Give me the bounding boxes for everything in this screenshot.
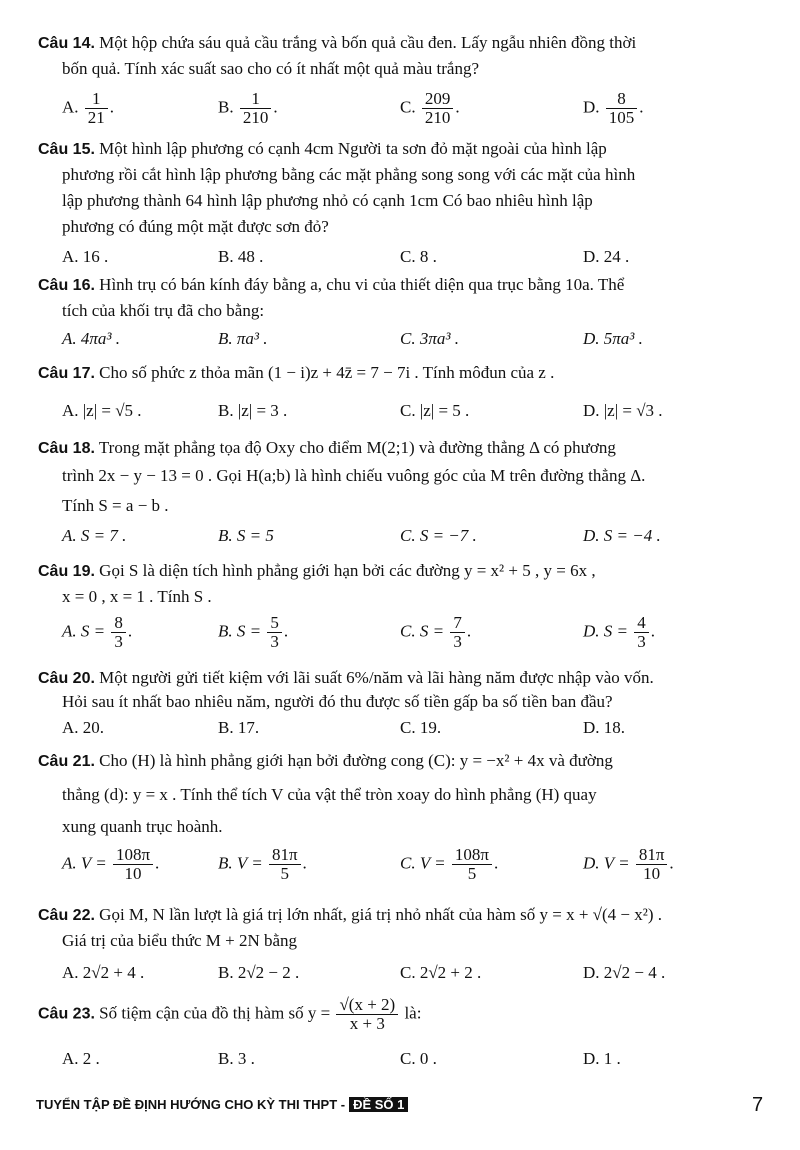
- question-number: Câu 19.: [38, 563, 95, 580]
- fraction: $\frac{5}{3}$: [267, 614, 282, 651]
- option-b: B. 2√2 − 2 .: [218, 963, 300, 982]
- option-a: A. S = $\frac{8}{3}$ .: [62, 613, 133, 651]
- option-a: A. 4πa³ .: [62, 329, 120, 348]
- question-number: Câu 15.: [38, 141, 95, 158]
- question-number: Câu 22.: [38, 907, 95, 924]
- option-c: C. 8 .: [400, 247, 437, 266]
- option-a: A. S = 7 .: [62, 526, 127, 545]
- question-text: xung quanh trục hoành.: [62, 817, 223, 836]
- option-a: A. |z| = √5 .: [62, 401, 142, 420]
- question-text: phương rồi cắt hình lập phương bằng các mặt phẳng song song với các mặt của hình: [62, 165, 636, 184]
- fraction: $\frac{7}{3}$: [450, 614, 465, 651]
- question-number: Câu 14.: [38, 35, 95, 52]
- question-text: Hỏi sau ít nhất bao nhiêu năm, người đó thu được số tiền gấp ba số tiền ban đầu?: [62, 692, 613, 711]
- page-number: 7: [752, 1094, 764, 1116]
- option-c: C. S = $\frac{7}{3}$ .: [400, 613, 472, 651]
- fraction: $\frac{81\pi}{10}$: [636, 846, 668, 883]
- option-b: B. S = 5: [218, 526, 274, 545]
- option-c: C. S = −7 .: [400, 526, 477, 545]
- option-b: B. $\frac{1}{210}$ .: [218, 89, 278, 127]
- fraction: $\frac{√(x + 2)}{x + 3}$: [336, 996, 398, 1033]
- option-b: B. S = $\frac{5}{3}$ .: [218, 613, 289, 651]
- fraction: $\frac{108\pi}{10}$: [113, 846, 153, 883]
- option-d: D. 1 .: [583, 1049, 621, 1068]
- question-text: Tính S = a − b .: [62, 496, 169, 515]
- exam-badge: ĐỀ SỐ 1: [349, 1097, 408, 1112]
- question-text: Gọi S là diện tích hình phẳng giới hạn bởi các đường y = x² + 5 , y = 6x ,: [99, 561, 596, 580]
- question-number: Câu 20.: [38, 670, 95, 687]
- option-b: B. 48 .: [218, 247, 264, 266]
- option-c: C. 0 .: [400, 1049, 437, 1068]
- option-d: D. 2√2 − 4 .: [583, 963, 666, 982]
- option-d: D. 24 .: [583, 247, 630, 266]
- option-a: A. 2 .: [62, 1049, 100, 1068]
- option-c: C. 3πa³ .: [400, 329, 459, 348]
- fraction: $\frac{8}{105}$: [606, 90, 638, 127]
- question-text: Gọi M, N lần lượt là giá trị lớn nhất, giá trị nhỏ nhất của hàm số y = x + √(4 − x²) .: [99, 905, 662, 924]
- question-number: Câu 17.: [38, 365, 95, 382]
- option-a: A. V = $\frac{108\pi}{10}$ .: [62, 845, 160, 883]
- fraction: $\frac{8}{3}$: [111, 614, 126, 651]
- question-text: phương có đúng một mặt được sơn đỏ?: [62, 217, 329, 236]
- option-d: D. 18.: [583, 718, 626, 737]
- question-text: bốn quả. Tính xác suất sao cho có ít nhất một quả màu trắng?: [62, 59, 480, 78]
- footer-title: TUYỂN TẬP ĐỀ ĐỊNH HƯỚNG CHO KỲ THI THPT -: [36, 1097, 346, 1112]
- option-b: B. 3 .: [218, 1049, 255, 1068]
- option-b: B. πa³ .: [218, 329, 268, 348]
- fraction: $\frac{81\pi}{5}$: [269, 846, 301, 883]
- option-a: A. 2√2 + 4 .: [62, 963, 145, 982]
- question-text: Một người gửi tiết kiệm với lãi suất 6%/năm và lãi hàng năm được nhập vào vốn.: [99, 668, 654, 687]
- question-number: Câu 23.: [38, 1005, 95, 1023]
- question-text: trình 2x − y − 13 = 0 . Gọi H(a;b) là hình chiếu vuông góc của M trên đường thẳng Δ.: [62, 466, 646, 485]
- question-text: Cho số phức z thỏa mãn (1 − i)z + 4z̄ = 7 − 7i . Tính môđun của z .: [99, 363, 555, 382]
- option-a: A. $\frac{1}{21}$ .: [62, 89, 115, 127]
- question-text: Hình trụ có bán kính đáy bằng a, chu vi của thiết diện qua trục bằng 10a. Thể: [99, 275, 625, 294]
- page-footer: [36, 1097, 408, 1112]
- option-c: C. |z| = 5 .: [400, 401, 470, 420]
- question-text: Cho (H) là hình phẳng giới hạn bởi đường cong (C): y = −x² + 4x và đường: [99, 751, 613, 770]
- question-text: tích của khối trụ đã cho bằng:: [62, 301, 265, 320]
- question-text: Một hộp chứa sáu quả cầu trắng và bốn quả cầu đen. Lấy ngẫu nhiên đồng thời: [99, 33, 637, 52]
- question-text: Một hình lập phương có cạnh 4cm Người ta sơn đỏ mặt ngoài của hình lập: [99, 139, 607, 158]
- option-a: A. 20.: [62, 718, 105, 737]
- option-c: C. $\frac{209}{210}$ .: [400, 89, 460, 127]
- fraction: $\frac{4}{3}$: [634, 614, 649, 651]
- question-text: thẳng (d): y = x . Tính thể tích V của vật thể tròn xoay do hình phẳng (H) quay: [62, 785, 597, 804]
- question-text: lập phương thành 64 hình lập phương nhỏ có cạnh 1cm Có bao nhiêu hình lập: [62, 191, 593, 210]
- option-a: A. 16 .: [62, 247, 109, 266]
- option-d: D. V = $\frac{81\pi}{10}$ .: [583, 845, 674, 883]
- question-text: Giá trị của biểu thức M + 2N bằng: [62, 931, 298, 950]
- option-d: D. 5πa³ .: [583, 329, 643, 348]
- question-text: là:: [404, 1003, 422, 1023]
- option-d: D. S = $\frac{4}{3}$ .: [583, 613, 655, 651]
- option-d: D. $\frac{8}{105}$ .: [583, 89, 644, 127]
- question-text: x = 0 , x = 1 . Tính S .: [62, 587, 212, 606]
- question-number: Câu 21.: [38, 753, 95, 770]
- option-b: B. V = $\frac{81\pi}{5}$ .: [218, 845, 307, 883]
- option-d: D. S = −4 .: [583, 526, 661, 545]
- question-number: Câu 18.: [38, 440, 95, 457]
- question-number: Câu 16.: [38, 277, 95, 294]
- option-b: B. |z| = 3 .: [218, 401, 288, 420]
- fraction: $\frac{108\pi}{5}$: [452, 846, 492, 883]
- question-text: Trong mặt phẳng tọa độ Oxy cho điểm M(2;1) và đường thẳng Δ có phương: [98, 438, 616, 457]
- fraction: $\frac{1}{210}$: [240, 90, 272, 127]
- fraction: $\frac{209}{210}$: [422, 90, 454, 127]
- option-c: C. 19.: [400, 718, 442, 737]
- fraction: $\frac{1}{21}$: [85, 90, 108, 127]
- option-d: D. |z| = √3 .: [583, 401, 663, 420]
- option-b: B. 17.: [218, 718, 260, 737]
- option-c: C. 2√2 + 2 .: [400, 963, 482, 982]
- question-text: Số tiệm cận của đồ thị hàm số y =: [99, 1003, 331, 1023]
- option-c: C. V = $\frac{108\pi}{5}$ .: [400, 845, 499, 883]
